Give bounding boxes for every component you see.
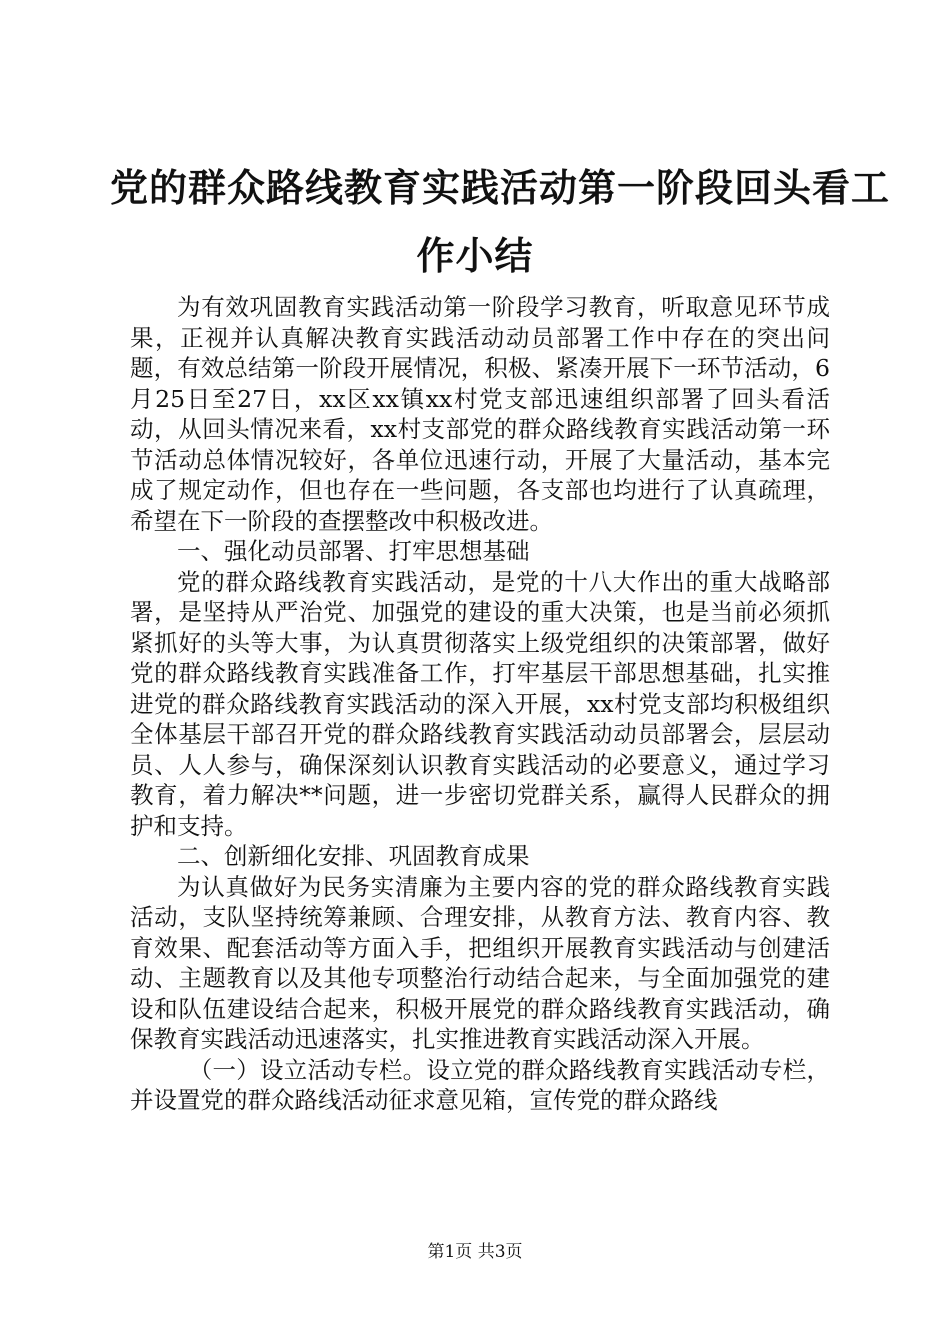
intro-paragraph: 为有效巩固教育实践活动第一阶段学习教育，听取意见环节成果，正视并认真解决教育实践活动动员部署工作中存在的突出问题，有效总结第一阶段开展情况，积极、紧凑开展下一环节活动，6月25日至27日，xx区xx镇xx村党支部迅速组织部署了回头看活动，从回头情况来看，xx村支部党的群众路线教育实践活动第一环节活动总体情况较好，各单位迅速行动，开展了大量活动，基本完成了规定动作，但也存在一些问题，各支部也均进行了认真疏理，希望在下一阶段的查摆整改中积极改进。 [130, 293, 830, 535]
section-heading-1: 一、强化动员部署、打牢思想基础 [177, 537, 530, 565]
document-title-line-2: 作小结 [416, 233, 534, 278]
subsection-1-paragraph: （一）设立活动专栏。设立党的群众路线教育实践活动专栏，并设置党的群众路线活动征求意见箱，宣传党的群众路线 [130, 1055, 830, 1114]
document-body [130, 292, 830, 1116]
section-2-paragraph: 为认真做好为民务实清廉为主要内容的党的群众路线教育实践活动，支队坚持统筹兼顾、合理安排，从教育方法、教育内容、教育效果、配套活动等方面入手，把组织开展教育实践活动与创建活动、主题教育以及其他专项整治行动结合起来，与全面加强党的建设和队伍建设结合起来，积极开展党的群众路线教育实践活动，确保教育实践活动迅速落实，扎实推进教育实践活动深入开展。 [130, 872, 830, 1053]
page-number-footer: 第1页 共3页 [427, 1242, 523, 1262]
document-title-line-1: 党的群众路线教育实践活动第一阶段回头看工 [110, 165, 891, 210]
section-1-paragraph: 党的群众路线教育实践活动，是党的十八大作出的重大战略部署，是坚持从严治党、加强党的建设的重大决策，也是当前必须抓紧抓好的头等大事，为认真贯彻落实上级党组织的决策部署，做好党的群众路线教育实践准备工作，打牢基层干部思想基础，扎实推进党的群众路线教育实践活动的深入开展，xx村党支部均积极组织全体基层干部召开党的群众路线教育实践活动动员部署会，层层动员、人人参与，确保深刻认识教育实践活动的必要意义，通过学习教育，着力解决**问题，进一步密切党群关系，赢得人民群众的拥护和支持。 [130, 567, 830, 840]
section-heading-2: 二、创新细化安排、巩固教育成果 [177, 842, 530, 870]
